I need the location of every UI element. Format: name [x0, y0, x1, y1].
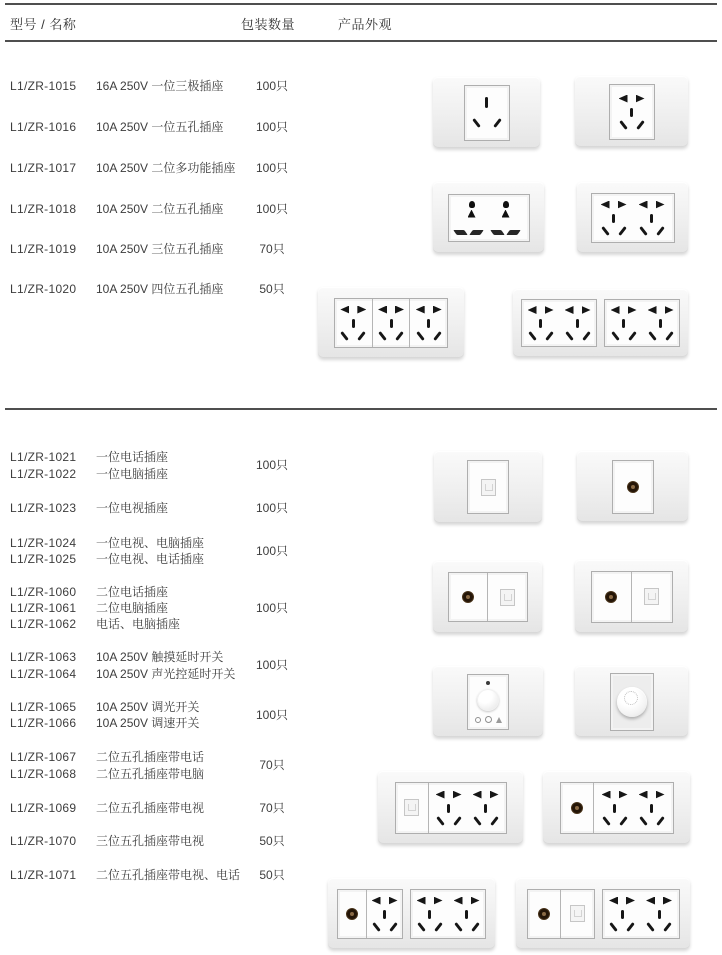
- tv-rj-module: [591, 571, 673, 623]
- product-name: 电话、电脑插座: [96, 617, 181, 631]
- plate-two-gang-multifunction-socket: [433, 182, 544, 253]
- model-code: L1/ZR-1070: [10, 834, 77, 848]
- product-name: 10A 250V 声光控延时开关: [96, 667, 236, 681]
- plate-one-gang-three-pin-socket: [433, 77, 540, 148]
- touch-switch-icon: [467, 674, 509, 730]
- tv-rj-module: [527, 889, 595, 939]
- plate-tv-rj-plus-two-five-hole-socket: [516, 878, 690, 949]
- product-name: 一位电视、电脑插座: [96, 536, 205, 550]
- rule-header-bottom: [5, 40, 717, 42]
- product-name: 二位五孔插座带电视、电话: [96, 868, 241, 882]
- pack-quantity: 100只: [255, 658, 289, 672]
- tv-connector-icon: [592, 572, 632, 622]
- plate-rotary-dimmer-switch: [575, 666, 688, 737]
- model-code: L1/ZR-1022: [10, 467, 77, 481]
- model-code: L1/ZR-1071: [10, 868, 77, 882]
- model-code: L1/ZR-1025: [10, 552, 77, 566]
- column-header-quantity: 包装数量: [241, 17, 296, 32]
- model-code: L1/ZR-1021: [10, 450, 77, 464]
- multifunction-socket-icon: [448, 194, 530, 242]
- pack-quantity: 100只: [255, 601, 289, 615]
- pack-quantity: 100只: [255, 120, 289, 134]
- product-name: 一位电脑插座: [96, 467, 169, 481]
- rj-jack-icon: [467, 460, 509, 514]
- rule-top: [5, 3, 717, 5]
- pack-quantity: 70只: [259, 242, 285, 256]
- three-pin-socket-icon: [464, 85, 510, 141]
- product-name: 10A 250V 二位多功能插座: [96, 161, 236, 175]
- model-code: L1/ZR-1060: [10, 585, 77, 599]
- pack-quantity: 50只: [259, 282, 285, 296]
- tv-connector-icon: [449, 573, 488, 621]
- model-code: L1/ZR-1023: [10, 501, 77, 515]
- plate-one-gang-rj-jack: [434, 451, 542, 523]
- pack-quantity: 100只: [255, 544, 289, 558]
- plate-tv-plus-three-five-hole-socket: [328, 878, 495, 949]
- model-code: L1/ZR-1015: [10, 79, 77, 93]
- model-code: L1/ZR-1063: [10, 650, 77, 664]
- five-hole-socket-icon: [521, 299, 597, 347]
- rj-jack-icon: [631, 572, 672, 622]
- tv-rj-module: [448, 572, 528, 622]
- tv-connector-icon: [338, 890, 366, 938]
- product-name: 二位五孔插座带电视: [96, 801, 205, 815]
- pack-quantity: 100只: [255, 202, 289, 216]
- pack-quantity: 100只: [255, 708, 289, 722]
- five-hole-socket-icon: [334, 298, 448, 348]
- tv-connector-icon: [561, 783, 593, 833]
- five-hole-socket-icon: [609, 84, 655, 140]
- five-hole-socket-icon: [366, 890, 402, 938]
- model-code: L1/ZR-1016: [10, 120, 77, 134]
- pack-quantity: 100只: [255, 161, 289, 175]
- pack-quantity: 70只: [259, 758, 285, 772]
- pack-quantity: 50只: [259, 834, 285, 848]
- product-name: 二位电话插座: [96, 585, 169, 599]
- model-code: L1/ZR-1064: [10, 667, 77, 681]
- product-name: 10A 250V 四位五孔插座: [96, 282, 224, 296]
- model-code: L1/ZR-1062: [10, 617, 77, 631]
- model-code: L1/ZR-1065: [10, 700, 77, 714]
- plate-one-gang-tv-socket: [577, 451, 688, 522]
- product-name: 10A 250V 三位五孔插座: [96, 242, 224, 256]
- five-hole-socket-icon: [428, 783, 506, 833]
- pack-quantity: 100只: [255, 501, 289, 515]
- product-name: 一位电视插座: [96, 501, 169, 515]
- product-name: 一位电话插座: [96, 450, 169, 464]
- model-code: L1/ZR-1067: [10, 750, 77, 764]
- product-name: 二位电脑插座: [96, 601, 169, 615]
- plate-rj-plus-two-five-hole-socket: [378, 771, 523, 844]
- product-name: 三位五孔插座带电视: [96, 834, 205, 848]
- five-hole-socket-icon: [410, 889, 486, 939]
- plate-touch-delay-switch: [433, 666, 543, 737]
- rj-jack-icon: [560, 890, 594, 938]
- column-header-model-name: 型号 / 名称: [10, 17, 77, 32]
- product-name: 10A 250V 调速开关: [96, 716, 200, 730]
- product-name: 10A 250V 二位五孔插座: [96, 202, 224, 216]
- five-hole-socket-icon: [602, 889, 680, 939]
- dimmer-knob-icon: [610, 673, 654, 731]
- rj-jack-icon: [487, 573, 527, 621]
- pack-quantity: 50只: [259, 868, 285, 882]
- five-hole-socket-icon: [593, 783, 673, 833]
- pack-quantity: 100只: [255, 458, 289, 472]
- model-code: L1/ZR-1019: [10, 242, 77, 256]
- rule-section-divider: [5, 408, 717, 410]
- plate-one-gang-five-hole-socket: [575, 76, 688, 147]
- product-name: 10A 250V 一位五孔插座: [96, 120, 224, 134]
- model-code: L1/ZR-1069: [10, 801, 77, 815]
- product-name: 16A 250V 一位三极插座: [96, 79, 224, 93]
- rj-jack-icon: [396, 783, 428, 833]
- product-name: 10A 250V 调光开关: [96, 700, 200, 714]
- tv-connector-icon: [528, 890, 561, 938]
- plate-tv-plus-rj-socket: [575, 560, 688, 633]
- plate-four-gang-five-hole-socket: [513, 289, 688, 357]
- model-code: L1/ZR-1061: [10, 601, 77, 615]
- product-name: 一位电视、电话插座: [96, 552, 205, 566]
- model-code: L1/ZR-1018: [10, 202, 77, 216]
- model-code: L1/ZR-1020: [10, 282, 77, 296]
- plate-tv-plus-two-five-hole-socket: [543, 771, 690, 844]
- five-hole-socket-icon: [604, 299, 680, 347]
- pack-quantity: 100只: [255, 79, 289, 93]
- column-header-appearance: 产品外观: [338, 17, 393, 32]
- model-code: L1/ZR-1066: [10, 716, 77, 730]
- product-name: 10A 250V 触摸延时开关: [96, 650, 224, 664]
- five-hole-socket-icon: [591, 193, 675, 243]
- plate-tv-plus-rj-socket: [433, 561, 542, 633]
- plate-two-gang-five-hole-socket: [577, 182, 688, 253]
- model-code: L1/ZR-1017: [10, 161, 77, 175]
- tv-socket-module: [560, 782, 674, 834]
- product-name: 二位五孔插座带电脑: [96, 767, 205, 781]
- model-code: L1/ZR-1024: [10, 536, 77, 550]
- plate-three-gang-five-hole-socket: [318, 287, 464, 358]
- product-name: 二位五孔插座带电话: [96, 750, 205, 764]
- tv-socket-module: [337, 889, 403, 939]
- model-code: L1/ZR-1068: [10, 767, 77, 781]
- pack-quantity: 70只: [259, 801, 285, 815]
- rj-socket-module: [395, 782, 507, 834]
- tv-connector-icon: [612, 460, 654, 514]
